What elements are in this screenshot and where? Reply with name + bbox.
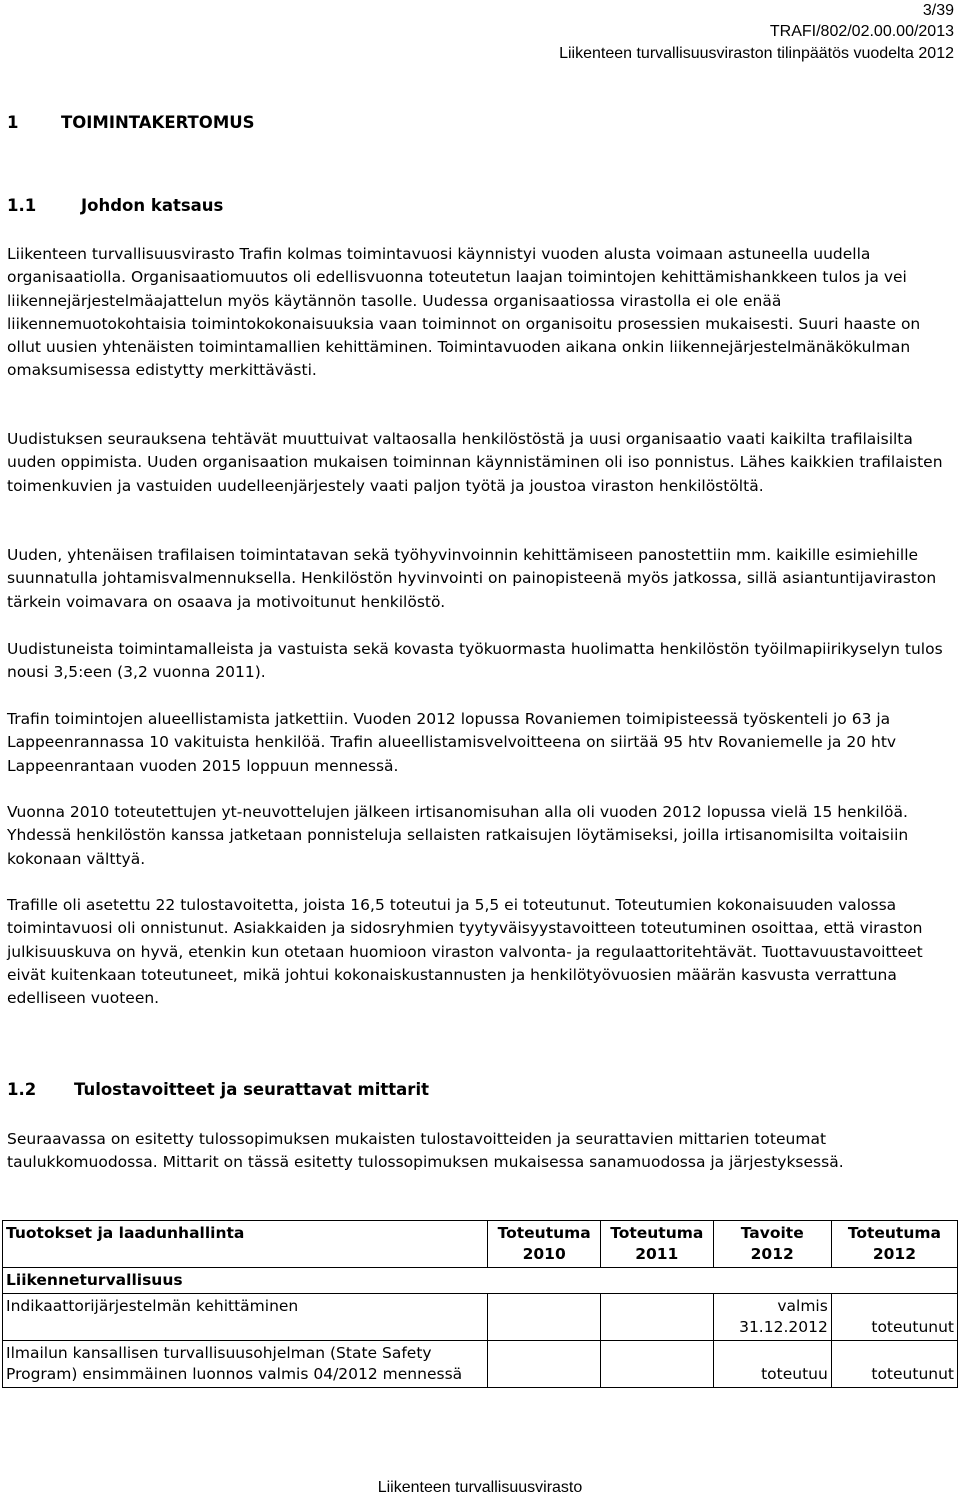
table-cell <box>488 1294 601 1341</box>
table-header-cell: Toteutuma 2012 <box>831 1221 957 1268</box>
table-header-cell: Toteutuma 2010 <box>488 1221 601 1268</box>
table-row <box>3 1294 958 1341</box>
page-number: 3/39 <box>922 2 954 19</box>
section-heading-1-1 <box>7 196 223 215</box>
section-title: TOIMINTAKERTOMUS <box>61 113 255 132</box>
table-cell: toteutuu <box>713 1341 831 1388</box>
table-cell: Indikaattorijärjestelmän kehittäminen <box>3 1294 488 1341</box>
table-cell <box>488 1341 601 1388</box>
document-title: Liikenteen turvallisuusviraston tilinpäätös vuodelta 2012 <box>559 45 954 62</box>
table-header-row <box>3 1221 958 1268</box>
table-cell: toteutunut <box>831 1294 957 1341</box>
section-heading-1-2 <box>7 1080 429 1099</box>
table-category-cell: Liikenneturvallisuus <box>3 1268 488 1294</box>
table-cell <box>488 1268 601 1294</box>
table-header-cell: Tuotokset ja laadunhallinta <box>3 1221 488 1268</box>
paragraph: Vuonna 2010 toteutettujen yt-neuvottelujen jälkeen irtisanomisuhan alla oli vuoden 2012 lopussa vielä 15 henkilöä. Yhdessä henkilöstön kanssa jatketaan ponnisteluja sellaisten ratkaisujen löytämiseksi, joilla irtisanomisilta voitaisiin kokonaan välttyä. <box>7 803 909 868</box>
paragraph: Uuden, yhtenäisen trafilaisen toimintatavan sekä työhyvinvoinnin kehittämiseen panostettiin mm. kaikille esimiehille suunnatulla johtamisvalmennuksella. Henkilöstön hyvinvointi on painopisteenä myös jatkossa, sillä asiantuntijaviraston tärkein voimavara on osaava ja motivoitunut henkilöstö. <box>7 546 937 611</box>
table-cell <box>600 1268 713 1294</box>
table-cell: toteutunut <box>831 1341 957 1388</box>
section-heading-1 <box>7 113 255 132</box>
results-table <box>2 1220 958 1388</box>
section-number: 1.1 <box>7 196 37 215</box>
table-cell <box>600 1294 713 1341</box>
table-cell: valmis 31.12.2012 <box>713 1294 831 1341</box>
paragraph: Seuraavassa on esitetty tulossopimuksen mukaisten tulostavoitteiden ja seurattavien mittarien toteumat taulukkomuodossa. Mittarit on tässä esitetty tulossopimuksen mukaisessa sanamuodossa ja järjestyksessä. <box>7 1130 844 1172</box>
paragraph: Trafin toimintojen alueellistamista jatkettiin. Vuoden 2012 lopussa Rovaniemen toimipisteessä työskenteli jo 63 ja Lappeenrannassa 10 vakituista henkilöä. Trafin alueellistamisvelvoitteena on siirtää 95 htv Rovaniemelle ja 20 htv Lappeenrantaan vuoden 2015 loppuun mennessä. <box>7 710 897 775</box>
paragraph: Uudistuneista toimintamalleista ja vastuista sekä kovasta työkuormasta huolimatta henkilöstön työilmapiirikyselyn tulos nousi 3,5:een (3,2 vuonna 2011). <box>7 640 943 682</box>
section-number: 1 <box>7 113 19 132</box>
paragraph: Trafille oli asetettu 22 tulostavoitetta, joista 16,5 toteutui ja 5,5 ei toteutunut. Toteutumien kokonaisuuden valossa toimintavuosi oli onnistunut. Asiakkaiden ja sidosryhmien tyytyväisyystavoitteen toteutuminen osoittaa, että viraston julkisuuskuva on hyvä, etenkin kun otetaan huomioon viraston valvonta- ja regulaattoritehtävät. Tuottavuustavoitteet eivät kuitenkaan toteutuneet, mikä johtui kokonaiskustannusten ja henkilötyövuosien määrän kasvusta verrattuna edelliseen vuoteen. <box>7 896 923 1008</box>
table-header-cell: Tavoite 2012 <box>713 1221 831 1268</box>
table-category-row <box>3 1268 958 1294</box>
section-title: Tulostavoitteet ja seurattavat mittarit <box>74 1080 429 1099</box>
document-reference: TRAFI/802/02.00.00/2013 <box>769 23 954 40</box>
table-cell <box>600 1341 713 1388</box>
table-cell: Ilmailun kansallisen turvallisuusohjelman (State Safety Program) ensimmäinen luonnos valmis 04/2012 mennessä <box>3 1341 488 1388</box>
table-row <box>3 1341 958 1388</box>
paragraph: Uudistuksen seurauksena tehtävät muuttuivat valtaosalla henkilöstöstä ja uusi organisaatio vaati kaikilta trafilaisilta uuden oppimista. Uuden organisaation mukaisen toiminnan käynnistäminen oli iso ponnistus. Lähes kaikkien trafilaisten toimenkuvien ja vastuiden uudelleenjärjestely vaati paljon työtä ja joustoa viraston henkilöstöltä. <box>7 430 943 495</box>
table-cell <box>831 1268 957 1294</box>
table-cell <box>713 1268 831 1294</box>
page-footer: Liikenteen turvallisuusvirasto <box>377 1479 583 1496</box>
section-number: 1.2 <box>7 1080 37 1099</box>
section-title: Johdon katsaus <box>81 196 224 215</box>
table-header-cell: Toteutuma 2011 <box>600 1221 713 1268</box>
paragraph: Liikenteen turvallisuusvirasto Trafin kolmas toimintavuosi käynnistyi vuoden alusta voimaan astuneella uudella organisaatiolla. Organisaatiomuutos oli edellisvuonna toteutetun laajan toimintojen kehittämishankkeen tulos ja vei liikennejärjestelmäajattelun myös käytännön tasolle. Uudessa organisaatiossa virastolla ei ole enää liikennemuotokohtaisia toimintokokonaisuuksia vaan toiminnot on organisoitu prosessien mukaisesti. Suuri haaste on ollut uusien yhtenäisten toimintamallien kehittäminen. Toimintavuoden aikana onkin liikennejärjestelmänäkökulman omaksumisessa edistytty merkittävästi. <box>7 245 921 380</box>
